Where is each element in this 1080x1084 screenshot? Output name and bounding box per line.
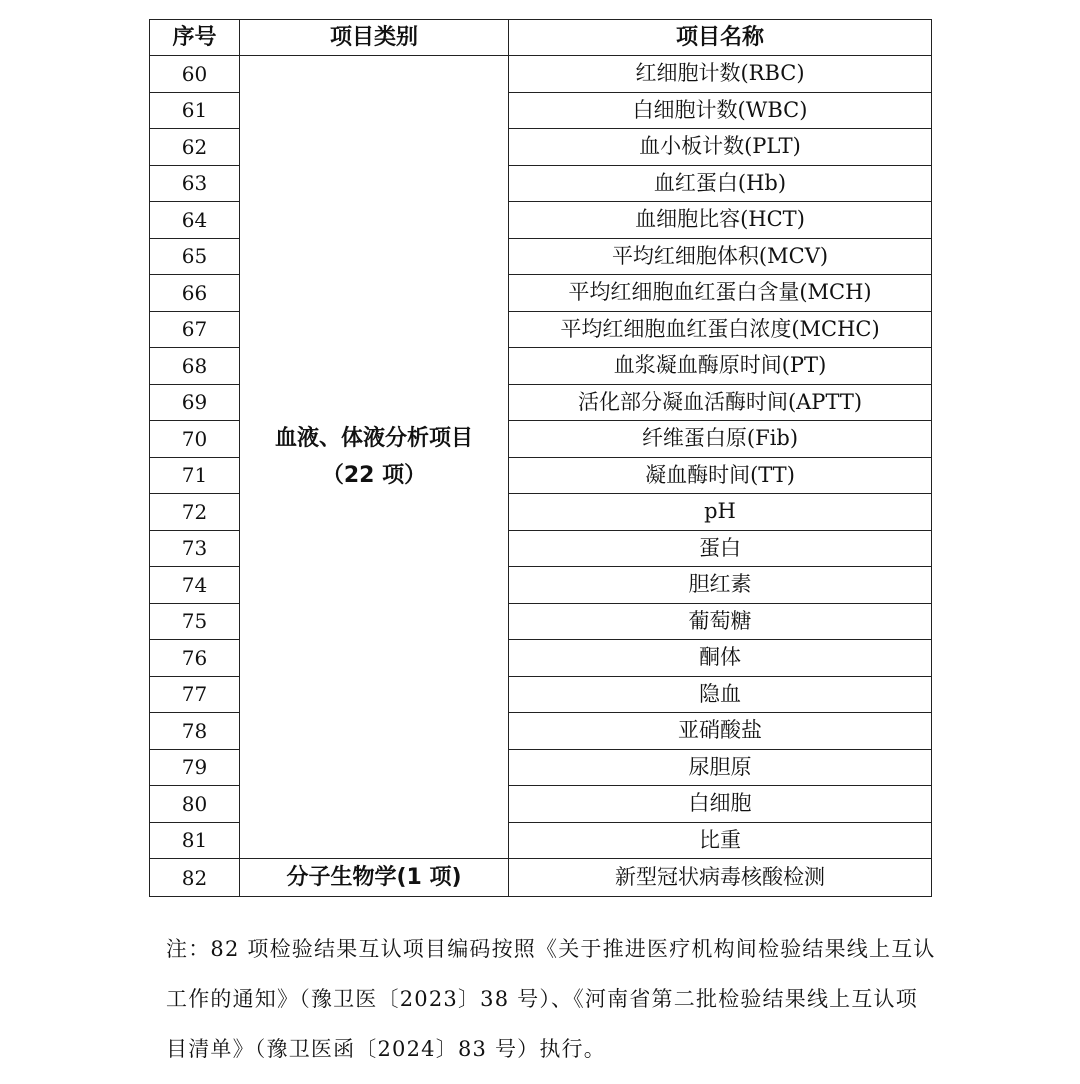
row-no: 72 bbox=[150, 494, 240, 531]
header-no: 序号 bbox=[150, 20, 240, 56]
row-no: 67 bbox=[150, 311, 240, 348]
row-name: pH bbox=[509, 494, 932, 531]
row-no: 74 bbox=[150, 567, 240, 604]
row-no: 65 bbox=[150, 238, 240, 275]
row-name: 白细胞计数(WBC) bbox=[509, 92, 932, 129]
table-body bbox=[150, 56, 932, 897]
row-no: 71 bbox=[150, 457, 240, 494]
row-no: 77 bbox=[150, 676, 240, 713]
row-name: 血红蛋白(Hb) bbox=[509, 165, 932, 202]
row-name: 尿胆原 bbox=[509, 749, 932, 786]
row-no: 80 bbox=[150, 786, 240, 823]
row-no: 66 bbox=[150, 275, 240, 312]
row-name: 胆红素 bbox=[509, 567, 932, 604]
category-cell-molecular: 分子生物学(1 项) bbox=[240, 859, 509, 897]
row-name: 亚硝酸盐 bbox=[509, 713, 932, 750]
row-name: 白细胞 bbox=[509, 786, 932, 823]
row-no: 70 bbox=[150, 421, 240, 458]
row-name: 血小板计数(PLT) bbox=[509, 129, 932, 166]
row-name: 平均红细胞血红蛋白浓度(MCHC) bbox=[509, 311, 932, 348]
table-row bbox=[150, 56, 932, 93]
row-no: 61 bbox=[150, 92, 240, 129]
row-name: 隐血 bbox=[509, 676, 932, 713]
row-no: 62 bbox=[150, 129, 240, 166]
header-name: 项目名称 bbox=[509, 20, 932, 56]
row-no: 81 bbox=[150, 822, 240, 859]
row-no: 79 bbox=[150, 749, 240, 786]
row-no: 82 bbox=[150, 859, 240, 897]
row-name: 红细胞计数(RBC) bbox=[509, 56, 932, 93]
row-no: 73 bbox=[150, 530, 240, 567]
row-name: 平均红细胞血红蛋白含量(MCH) bbox=[509, 275, 932, 312]
row-name: 血浆凝血酶原时间(PT) bbox=[509, 348, 932, 385]
table-row bbox=[150, 859, 932, 897]
category-count: （22 项） bbox=[321, 463, 427, 488]
items-table bbox=[149, 19, 932, 897]
row-no: 78 bbox=[150, 713, 240, 750]
header-category: 项目类别 bbox=[240, 20, 509, 56]
row-no: 64 bbox=[150, 202, 240, 239]
row-name: 葡萄糖 bbox=[509, 603, 932, 640]
footnote: 注：82 项检验结果互认项目编码按照《关于推进医疗机构间检验结果线上互认工作的通知》（豫卫医〔2023〕38 号）、《河南省第二批检验结果线上互认项目清单》（豫卫医函〔2024〕83 号）执行。 bbox=[166, 937, 936, 1061]
row-no: 69 bbox=[150, 384, 240, 421]
category-cell bbox=[240, 56, 509, 859]
row-name: 蛋白 bbox=[509, 530, 932, 567]
category-label: 血液、体液分析项目 bbox=[274, 425, 473, 451]
row-no: 60 bbox=[150, 56, 240, 93]
row-name: 纤维蛋白原(Fib) bbox=[509, 421, 932, 458]
row-no: 68 bbox=[150, 348, 240, 385]
row-no: 63 bbox=[150, 165, 240, 202]
row-no: 75 bbox=[150, 603, 240, 640]
row-name: 比重 bbox=[509, 822, 932, 859]
table-header bbox=[150, 20, 932, 56]
header-row bbox=[150, 20, 932, 56]
row-name: 酮体 bbox=[509, 640, 932, 677]
row-name: 活化部分凝血活酶时间(APTT) bbox=[509, 384, 932, 421]
row-name: 平均红细胞体积(MCV) bbox=[509, 238, 932, 275]
row-no: 76 bbox=[150, 640, 240, 677]
row-name: 血细胞比容(HCT) bbox=[509, 202, 932, 239]
row-name: 凝血酶时间(TT) bbox=[509, 457, 932, 494]
row-name: 新型冠状病毒核酸检测 bbox=[509, 859, 932, 897]
